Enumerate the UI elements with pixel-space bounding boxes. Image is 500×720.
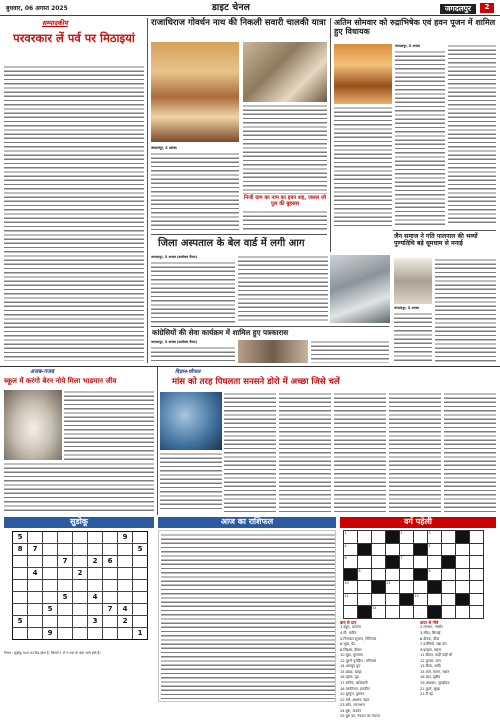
crossword-cell	[428, 531, 442, 544]
sudoku-cell	[58, 532, 73, 544]
sudoku-cell	[43, 592, 58, 604]
crossword-cell	[400, 593, 414, 606]
crossword-cell	[456, 568, 470, 581]
crossword-clue: 16.बड़ा, दूलीय	[420, 675, 441, 680]
crossword-cell	[456, 593, 470, 606]
story-8-body-left	[160, 452, 222, 512]
sudoku-cell	[58, 544, 73, 556]
crossword-cell	[456, 606, 470, 619]
crossword-cell	[400, 556, 414, 569]
sudoku-cell	[118, 544, 133, 556]
sudoku-cell	[73, 532, 88, 544]
story-6-headline: कांग्रेसियों की सेवा कार्यक्रम में शामिल हुए पत्रकारास	[152, 328, 289, 337]
story-1-body	[151, 152, 239, 230]
crossword-clue-number: 13	[414, 593, 419, 598]
sudoku-cell: 4	[118, 604, 133, 616]
crossword-clue-number: 6	[344, 556, 347, 560]
crossword-clue: 24.बुरा, अवदेन	[340, 708, 362, 713]
crossword-clue: 11.दिवार, कहीं कहीं भी	[420, 653, 453, 658]
crossword-clue: 21.कुर्ता, सूखा	[420, 686, 441, 691]
crossword-cell	[470, 556, 484, 569]
crossword-clue-number: 3	[428, 531, 431, 535]
crossword-cell	[400, 543, 414, 556]
hawan-photo	[334, 44, 392, 104]
sudoku-cell	[88, 628, 103, 640]
sudoku-cell	[58, 568, 73, 580]
sudoku-cell	[88, 604, 103, 616]
sudoku-cell: 5	[13, 532, 28, 544]
sudoku-cell	[73, 544, 88, 556]
sudoku-cell: 9	[118, 532, 133, 544]
sudoku-cell	[88, 580, 103, 592]
crossword-cell	[386, 543, 400, 556]
crossword-clue-number: 10	[344, 581, 349, 585]
sudoku-cell	[118, 580, 133, 592]
sudoku-cell	[133, 616, 148, 628]
crossword-cell	[358, 568, 372, 581]
sudoku-cell: 8	[13, 544, 28, 556]
sudoku-cell	[43, 556, 58, 568]
story-8-body-col3	[334, 392, 386, 512]
column-rule	[147, 18, 148, 363]
sudoku-cell	[43, 568, 58, 580]
sudoku-cell	[58, 628, 73, 640]
issue-date: बुधवार, 06 अगस्त 2025	[6, 5, 68, 12]
crossword-title: वर्ग पहेली	[340, 517, 496, 528]
story-5-body-col2	[435, 258, 496, 363]
crossword-cell	[442, 581, 456, 594]
crossword-cell	[372, 543, 386, 556]
crossword-clue: 20.दुरगुण, दुरायन	[340, 692, 365, 697]
sudoku-cell	[43, 544, 58, 556]
crossword-cell	[400, 568, 414, 581]
creature-photo	[4, 390, 62, 460]
sudoku-cell	[13, 604, 28, 616]
masthead	[0, 0, 500, 16]
crossword-clue: 3.सौंदा, सिलाई	[420, 630, 441, 635]
sudoku-cell	[58, 616, 73, 628]
edition-city: जगदलपुर	[440, 4, 476, 14]
crossword-cell	[442, 606, 456, 619]
editorial-label: सम्पादकीय	[42, 19, 68, 27]
crossword-clue-number: 9	[428, 568, 431, 573]
sudoku-cell	[133, 568, 148, 580]
newspaper-name: डाइट चेनल	[212, 3, 251, 13]
crossword-cell	[372, 531, 386, 544]
sudoku-cell	[118, 592, 133, 604]
devotees-photo	[243, 42, 327, 102]
sudoku-cell: 7	[58, 556, 73, 568]
crossword-cell	[456, 581, 470, 594]
story-5-headline: जैन समाज ने गति पालनाल की भव्यों पुण्यतिथि बड़े धूमधाम से मनाई	[394, 233, 478, 247]
sudoku-cell: 9	[43, 628, 58, 640]
sudoku-cell: 2	[118, 616, 133, 628]
sudoku-cell	[43, 616, 58, 628]
crossword-clue: 6.भूख, पेट	[340, 642, 356, 647]
crossword-cell	[470, 543, 484, 556]
sudoku-cell	[88, 544, 103, 556]
sudoku-cell	[28, 604, 43, 616]
crossword-cell	[428, 568, 442, 581]
editorial-headline: परवरकार लें पर्व पर मिठाइयां	[13, 31, 135, 45]
crossword-cell	[456, 531, 470, 544]
crossword-cell	[344, 556, 358, 569]
crossword-clue-number: 4	[344, 543, 347, 548]
crossword-clue-number: 8	[358, 568, 361, 573]
down-title: ऊपर से नीचे	[420, 620, 439, 625]
crossword-clue-number: 5	[428, 543, 431, 548]
story-3-headline: निजी ग्राम का नाम का हवन शह, जलल जो पुल की बुहसस	[243, 195, 327, 207]
sudoku-cell	[58, 580, 73, 592]
sudoku-cell	[13, 568, 28, 580]
crossword-clue: 22.मर्म, अक्षरन, वहन	[340, 697, 370, 702]
sudoku-grid	[12, 531, 148, 640]
sudoku-cell	[28, 556, 43, 568]
sudoku-cell	[88, 568, 103, 580]
sudoku-cell: 5	[58, 592, 73, 604]
story-5-body	[394, 312, 432, 363]
science-photo	[160, 392, 222, 450]
sudoku-cell	[118, 628, 133, 640]
story-7-body	[64, 390, 154, 460]
crossword-cell	[428, 543, 442, 556]
crossword-clue: 4.घी, चारित	[340, 630, 357, 635]
crossword-clue-number: 1	[344, 531, 347, 535]
sudoku-cell	[28, 628, 43, 640]
sudoku-cell	[28, 532, 43, 544]
section-rule-2	[151, 326, 389, 327]
crossword-cell	[414, 581, 428, 594]
crossword-cell	[470, 606, 484, 619]
crossword-cell	[414, 556, 428, 569]
sudoku-cell	[103, 628, 118, 640]
page-number: 2	[480, 3, 494, 13]
sudoku-cell	[133, 532, 148, 544]
sudoku-cell: 7	[103, 604, 118, 616]
story-8-body-col5	[444, 392, 496, 512]
crossword-cell	[442, 568, 456, 581]
sudoku-cell	[73, 604, 88, 616]
section-rule-3	[393, 230, 496, 231]
sudoku-cell	[13, 628, 28, 640]
sudoku-cell	[103, 544, 118, 556]
crossword-grid	[343, 530, 484, 619]
crossword-clue: 23.सोन, मटलभरा	[340, 703, 365, 708]
ajab-gajab-label: अजब-गजब	[30, 369, 55, 375]
band-rule	[0, 366, 500, 367]
sudoku-cell	[133, 604, 148, 616]
crossword-clue: 5.निराकार सुजना, निमित्तल	[340, 636, 377, 641]
sudoku-cell: 4	[88, 592, 103, 604]
crossword-cell	[358, 543, 372, 556]
story-1-headline: राजाधिराज गोवर्धन नाथ की निकली सवारी चालकी यात्रा	[151, 18, 326, 28]
crossword-cell	[442, 531, 456, 544]
crossword-cell	[344, 568, 358, 581]
sudoku-cell	[13, 592, 28, 604]
sudoku-cell	[73, 628, 88, 640]
crossword-cell	[428, 606, 442, 619]
sudoku-cell	[43, 580, 58, 592]
sudoku-cell: 4	[28, 568, 43, 580]
crossword-cell	[400, 581, 414, 594]
jain-samaj-photo	[394, 258, 432, 304]
crossword-cell	[414, 543, 428, 556]
crossword-clue: 8.सिंहास, दीवार	[340, 647, 362, 652]
column-rule-right	[330, 18, 331, 252]
crossword-cell	[386, 556, 400, 569]
crossword-cell	[470, 581, 484, 594]
crossword-cell	[470, 568, 484, 581]
sudoku-cell	[73, 616, 88, 628]
story-8-body	[224, 392, 276, 512]
procession-photo	[151, 42, 239, 142]
story-6-dateline: जगदलपुर, 5 अगस्त (कारोबार चैनल)	[151, 340, 198, 344]
sudoku-cell	[28, 616, 43, 628]
crossword-cell	[372, 581, 386, 594]
crossword-cell	[358, 581, 372, 594]
meeting-photo	[238, 340, 308, 363]
sudoku-cell	[28, 580, 43, 592]
crossword-clue: 19.अंधकार, सुबहोदय	[420, 681, 450, 686]
sudoku-cell	[103, 532, 118, 544]
story-6-body-col2	[311, 340, 389, 363]
sudoku-cell	[103, 592, 118, 604]
sudoku-cell	[73, 580, 88, 592]
sudoku-cell	[13, 556, 28, 568]
crossword-clue: 10.मुहा, मुलायम	[340, 653, 363, 658]
story-1-body-continued	[243, 104, 327, 194]
crossword-cell	[358, 556, 372, 569]
story-2-body-col3	[448, 44, 496, 226]
crossword-cell	[428, 593, 442, 606]
crossword-cell	[344, 593, 358, 606]
crossword-cell	[386, 593, 400, 606]
crossword-cell	[442, 556, 456, 569]
crossword-cell	[372, 606, 386, 619]
crossword-cell	[372, 568, 386, 581]
column-rule-band	[157, 367, 158, 515]
crossword-cell	[400, 531, 414, 544]
crossword-cell	[414, 531, 428, 544]
story-4-dateline: जगदलपुर, 5 अगस्त (कारोबार चैनल)	[151, 255, 198, 259]
crossword-cell	[442, 593, 456, 606]
crossword-cell	[428, 556, 442, 569]
story-4-body	[151, 261, 235, 323]
crossword-clue: 17.सचिव, अधिकारी	[340, 681, 368, 686]
crossword-cell	[386, 606, 400, 619]
crossword-cell	[400, 606, 414, 619]
crossword-cell	[414, 568, 428, 581]
section-rule	[151, 234, 327, 235]
crossword-clue: 18.परकीनता, इनकीन	[340, 686, 370, 691]
sudoku-title: सुडोकू	[4, 517, 154, 528]
sudoku-cell	[88, 532, 103, 544]
crossword-clue: 12.पुराने पुरोहित : मरितार्थ	[340, 658, 376, 663]
crossword-cell	[428, 581, 442, 594]
story-4-body-col2	[238, 255, 328, 323]
sudoku-cell	[118, 568, 133, 580]
story-8-body-col2	[279, 392, 331, 512]
crossword-clue: 9.इलहम, लहना	[420, 647, 442, 652]
crossword-cell	[344, 531, 358, 544]
crossword-cell	[470, 593, 484, 606]
sudoku-cell: 5	[133, 544, 148, 556]
across-title: बाएं से दाएं	[340, 620, 357, 625]
crossword-clue: 1.बहुत, अत्यन्त	[340, 625, 361, 630]
sudoku-cell: 2	[73, 568, 88, 580]
story-2-body	[334, 106, 392, 226]
crossword-clue: 2.लगभग, गम्भीर	[420, 625, 443, 630]
story-8-headline: मांस को तरह पिघलता सनसने डोरो में अच्छा जिसे चलें	[172, 377, 340, 387]
story-4-headline: जिला अस्पताल के बेल वार्ड में लगी आग	[158, 238, 305, 249]
crossword-cell	[358, 593, 372, 606]
crossword-cell	[344, 581, 358, 594]
crossword-clue: 22.मैं वह	[420, 692, 433, 697]
story-7-headline: स्कूल में करंगो बेरन नोये मिला भाडमान जीव	[4, 377, 117, 385]
sudoku-cell: 6	[103, 556, 118, 568]
story-2-body-col2	[395, 50, 445, 226]
story-6-body	[151, 346, 235, 363]
sudoku-cell: 2	[88, 556, 103, 568]
crossword-clue: 16.दहना, दृढ़	[340, 675, 359, 680]
crossword-clue: 14.आनहुए हुए	[340, 664, 361, 669]
crossword-cell	[358, 531, 372, 544]
crossword-cell	[358, 606, 372, 619]
crossword-clue-number: 12	[344, 593, 349, 598]
crossword-cell	[386, 531, 400, 544]
sudoku-cell: 1	[133, 628, 148, 640]
sudoku-cell	[73, 556, 88, 568]
science-label: विज्ञान-चौपाल	[175, 369, 201, 375]
sudoku-cell	[58, 604, 73, 616]
crossword-clue: 15.खाडा, खाहा	[340, 669, 362, 674]
crossword-clue: 12.कुचल, ज्ञान	[420, 658, 441, 663]
story-2-headline: अतिम सोमवार को रुद्राभिषेक एवं हवन पूजन में शामिल हुए विधायक	[334, 18, 496, 36]
sudoku-cell	[118, 556, 133, 568]
crossword-clue: 13.दिव्य, आदि	[420, 664, 441, 669]
crossword-cell	[414, 606, 428, 619]
crossword-cell	[372, 556, 386, 569]
crossword-clue: 15.कर्म, करना, गन्नान	[420, 669, 450, 674]
sudoku-rules: नियम : सुडोकू 9x9 का ग्रिड होता है, जिसमें 1 से 9 तक के अंक भरने होते हैं।	[4, 651, 101, 655]
sudoku-cell	[133, 580, 148, 592]
crossword-cell	[386, 568, 400, 581]
crossword-clue-number: 11	[386, 581, 391, 585]
crossword-cell	[456, 556, 470, 569]
crossword-cell	[372, 593, 386, 606]
crossword-clues	[340, 620, 498, 719]
crossword-cell	[442, 543, 456, 556]
crossword-cell	[470, 531, 484, 544]
crossword-clue: 7.दर्जनियों, रक्षा दल	[420, 642, 447, 647]
sudoku-cell: 7	[28, 544, 43, 556]
sudoku-cell	[103, 568, 118, 580]
sudoku-cell	[103, 580, 118, 592]
horoscope-title: आज का राशिफल	[158, 517, 336, 528]
story-2-dateline: जगदलपुर, 5 अगस्त	[395, 44, 420, 48]
crossword-clue: 25.बुरा का, नफरत का नफरत	[340, 714, 380, 719]
crossword-clue-number: 7	[400, 556, 403, 560]
editorial-body	[4, 65, 144, 361]
crossword-cell	[344, 606, 358, 619]
crossword-clue: 6.दीपक, दीया	[420, 636, 440, 641]
crossword-cell	[344, 543, 358, 556]
sudoku-cell	[13, 580, 28, 592]
sudoku-cell	[133, 556, 148, 568]
sudoku-cell: 5	[13, 616, 28, 628]
crossword-cell	[386, 581, 400, 594]
sudoku-cell	[43, 532, 58, 544]
crossword-clue-number: 14	[372, 606, 377, 610]
story-8-body-col4	[389, 392, 441, 512]
crossword-cell	[456, 543, 470, 556]
hospital-photo	[330, 255, 390, 323]
sudoku-cell	[103, 616, 118, 628]
sudoku-cell	[133, 592, 148, 604]
sudoku-cell	[28, 592, 43, 604]
story-5-dateline: जगदलपुर, 5 अगस्त	[394, 306, 419, 310]
sudoku-cell	[73, 592, 88, 604]
story-7-body-2	[4, 462, 154, 512]
sudoku-cell: 5	[43, 604, 58, 616]
editorial-section	[4, 19, 144, 363]
story-3-body	[243, 210, 327, 232]
story-1-dateline: जगदलपुर, 5 अगस्त	[151, 146, 177, 150]
horoscope-list	[158, 530, 336, 702]
sudoku-cell: 3	[88, 616, 103, 628]
crossword-clue-number: 2	[400, 531, 403, 535]
crossword-cell	[414, 593, 428, 606]
